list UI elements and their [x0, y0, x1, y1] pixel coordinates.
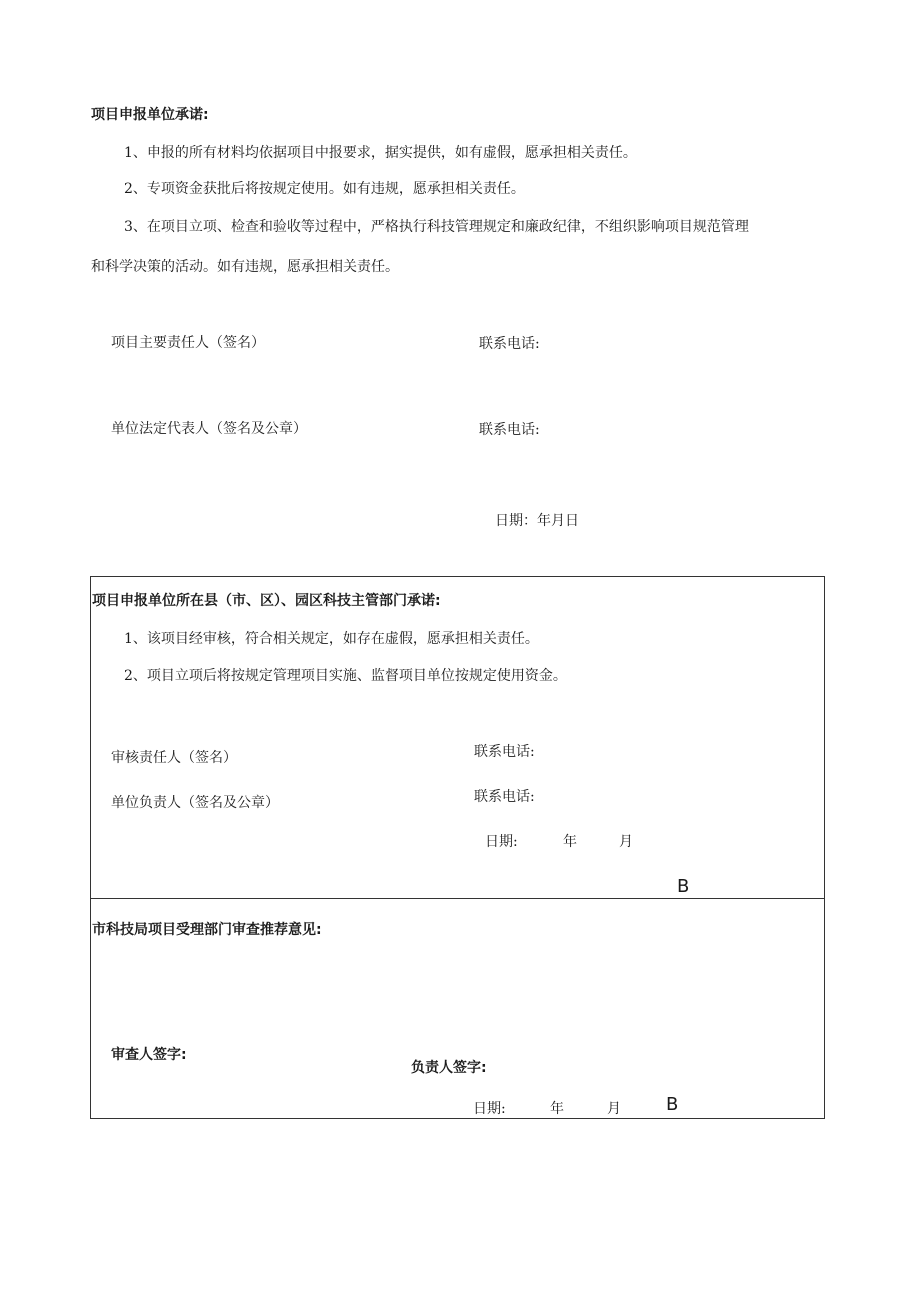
reviewer-sign-label: 审核责任人（签名） — [111, 750, 237, 766]
unit-head-sign-label: 单位负责人（签名及公章） — [111, 795, 279, 811]
legal-rep-phone-label: 联系电话: — [479, 422, 540, 438]
section2-day-label: B — [677, 876, 690, 897]
section1-title: 项目申报单位承诺: — [91, 107, 209, 123]
section2-item-1: 1、该项目经审核，符合相关规定，如存在虚假，愿承担相关责任。 — [124, 631, 539, 647]
section3-title: 市科技局项目受理部门审查推荐意见: — [92, 922, 322, 938]
section3-day-label: B — [666, 1094, 679, 1115]
unit-head-phone-label: 联系电话: — [474, 789, 535, 805]
reviewer-phone-label: 联系电话: — [474, 744, 535, 760]
section3-year-label: 年 — [550, 1101, 564, 1117]
section3-date-label: 日期: — [473, 1101, 506, 1117]
section1-item-2: 2、专项资金获批后将按规定使用。如有违规，愿承担相关责任。 — [124, 181, 525, 197]
table-divider — [90, 898, 825, 899]
head-signature-label: 负责人签字: — [411, 1060, 487, 1076]
section2-date-label: 日期: — [485, 834, 518, 850]
legal-rep-sign-label: 单位法定代表人（签名及公章） — [111, 421, 307, 437]
section3-month-label: 月 — [607, 1101, 621, 1117]
section1-item-1: 1、申报的所有材料均依据项目中报要求，据实提供，如有虚假，愿承担相关责任。 — [124, 145, 637, 161]
project-leader-phone-label: 联系电话: — [479, 336, 540, 352]
section1-item-3: 3、在项目立项、检查和验收等过程中，严格执行科技管理规定和廉政纪律，不组织影响项目规范管理 — [124, 219, 749, 235]
section2-month-label: 月 — [619, 834, 633, 850]
section2-year-label: 年 — [563, 834, 577, 850]
approval-table — [90, 576, 825, 1119]
project-leader-sign-label: 项目主要责任人（签名） — [111, 335, 265, 351]
section1-item-3-cont: 和科学决策的活动。如有违规，愿承担相关责任。 — [91, 259, 399, 275]
section2-title: 项目申报单位所在县（市、区）、园区科技主管部门承诺: — [92, 593, 441, 609]
section1-date-label: 日期：年月日 — [495, 513, 579, 529]
section2-item-2: 2、项目立项后将按规定管理项目实施、监督项目单位按规定使用资金。 — [124, 668, 567, 684]
reviewer-signature-label: 审查人签字: — [111, 1047, 187, 1063]
